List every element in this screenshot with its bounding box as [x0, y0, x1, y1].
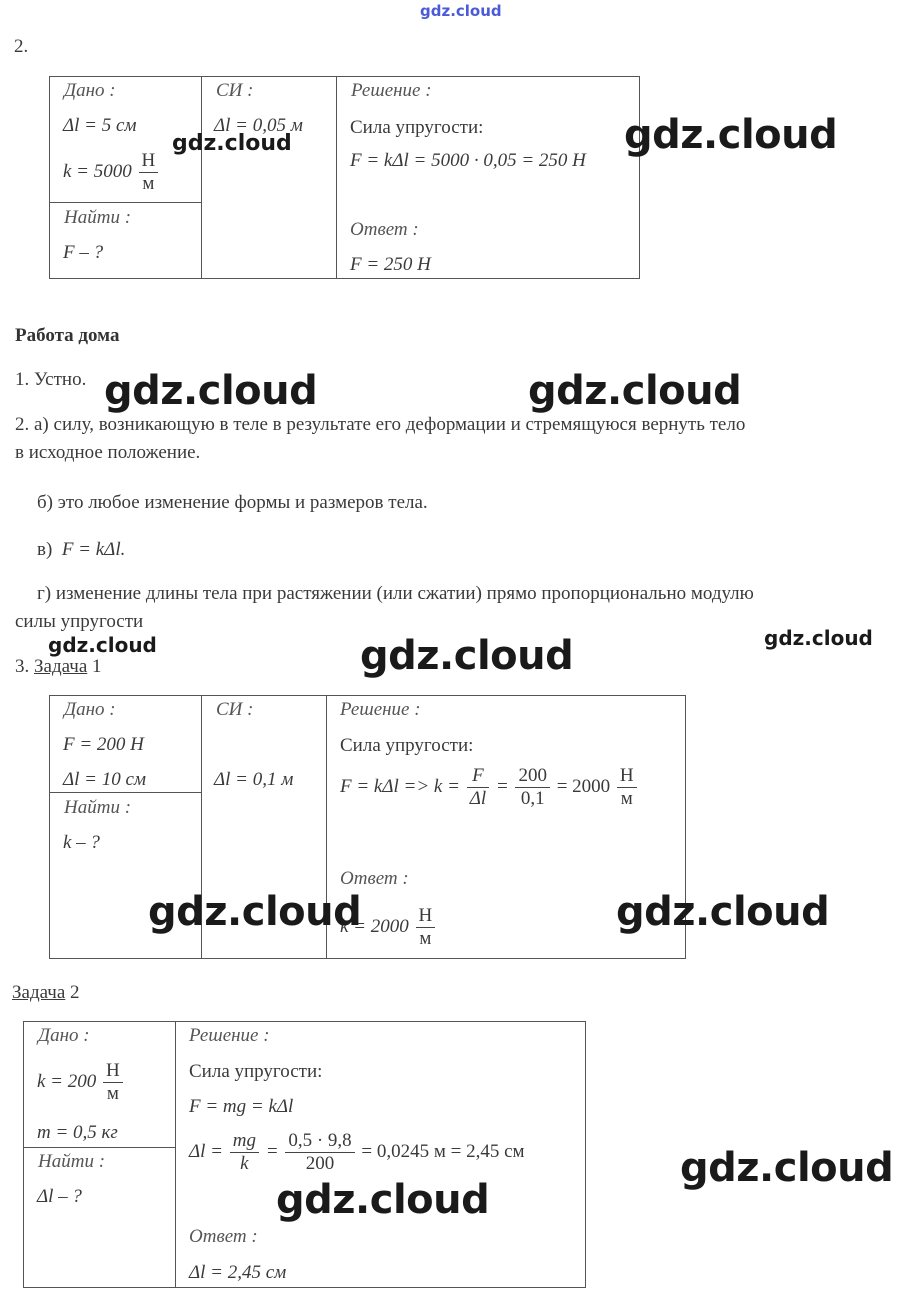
given-f: F = 200 Н	[63, 734, 144, 755]
watermark: gdz.cloud	[276, 1177, 490, 1223]
given-header: Дано :	[64, 80, 116, 101]
table-divider	[49, 202, 202, 203]
section-title: Работа дома	[15, 325, 120, 346]
solution-label: Сила упругости:	[350, 117, 484, 138]
watermark: gdz.cloud	[624, 112, 838, 158]
solution-label: Сила упругости:	[189, 1061, 323, 1082]
solution-header: Решение :	[189, 1025, 270, 1046]
paragraph-2g-cont: силы упругости	[15, 611, 144, 632]
answer-header: Ответ :	[350, 219, 419, 240]
solution-header: Решение :	[351, 80, 432, 101]
watermark: gdz.cloud	[680, 1145, 894, 1191]
watermark: gdz.cloud	[104, 368, 318, 414]
find-header: Найти :	[64, 797, 132, 818]
given-header: Дано :	[64, 699, 116, 720]
find-value: k – ?	[63, 832, 100, 853]
watermark: gdz.cloud	[764, 626, 873, 650]
solution-label: Сила упругости:	[340, 735, 474, 756]
given-k: k = 5000 $\frac{Н}{м}$	[63, 150, 160, 195]
table-divider	[49, 792, 202, 793]
watermark: gdz.cloud	[360, 633, 574, 679]
given-m: m = 0,5 кг	[37, 1122, 118, 1143]
find-header: Найти :	[38, 1151, 106, 1172]
find-value: F – ?	[63, 242, 104, 263]
si-header: СИ :	[216, 80, 254, 101]
table-divider	[175, 1021, 176, 1288]
solution-formula-1: F = mg = kΔl	[189, 1096, 294, 1117]
given-k: k = 200 $\frac{Н}{м}$	[37, 1060, 125, 1105]
solution-formula: F = kΔl = 5000 · 0,05 = 250 Н	[350, 150, 586, 171]
solution-formula-2: Δl = $\frac{mg}{k}$ = $\frac{0,5 \cdot 9,8}{200}$ = 0,0245 м = 2,45 см	[189, 1130, 525, 1174]
watermark: gdz.cloud	[528, 368, 742, 414]
paragraph-2g: г) изменение длины тела при растяжении (или сжатии) прямо пропорционально модулю	[37, 583, 754, 604]
watermark: gdz.cloud	[148, 889, 362, 935]
paragraph-1: 1. Устно.	[15, 369, 87, 390]
answer-value: Δl = 2,45 см	[189, 1262, 287, 1283]
answer-header: Ответ :	[340, 868, 409, 889]
paragraph-2b: б) это любое изменение формы и размеров тела.	[37, 492, 428, 513]
solution-header: Решение :	[340, 699, 421, 720]
task3-2-title: Задача 2	[12, 982, 80, 1003]
given-dl: Δl = 10 см	[63, 769, 147, 790]
si-value: Δl = 0,1 м	[214, 769, 294, 790]
watermark: gdz.cloud	[616, 889, 830, 935]
answer-value: k = 2000 $\frac{Н}{м}$	[340, 905, 437, 950]
find-header: Найти :	[64, 207, 132, 228]
solution-formula: F = kΔl => k = $\frac{F}{\Delta l}$ = $\frac{200}{0,1}$ = 2000 $\frac{Н}{м}$	[340, 765, 639, 810]
watermark-top: gdz.cloud	[420, 2, 502, 20]
si-value: Δl = 0,05 м	[214, 115, 303, 136]
si-header: СИ :	[216, 699, 254, 720]
find-value: Δl – ?	[37, 1186, 82, 1207]
given-dl: Δl = 5 см	[63, 115, 137, 136]
answer-value: F = 250 Н	[350, 254, 431, 275]
task3-1-title: 3. Задача 1	[15, 656, 102, 677]
watermark: gdz.cloud	[172, 131, 292, 156]
watermark: gdz.cloud	[48, 633, 157, 657]
table-divider	[201, 76, 202, 279]
task-number: 2.	[14, 36, 29, 57]
given-header: Дано :	[38, 1025, 90, 1046]
table-divider	[336, 76, 337, 279]
paragraph-2a-cont: в исходное положение.	[15, 442, 201, 463]
answer-header: Ответ :	[189, 1226, 258, 1247]
table-divider	[23, 1147, 176, 1148]
paragraph-2v: в) F = kΔl.	[37, 539, 126, 560]
paragraph-2a: 2. а) силу, возникающую в теле в результате его деформации и стремящуюся вернуть тело	[15, 414, 746, 435]
